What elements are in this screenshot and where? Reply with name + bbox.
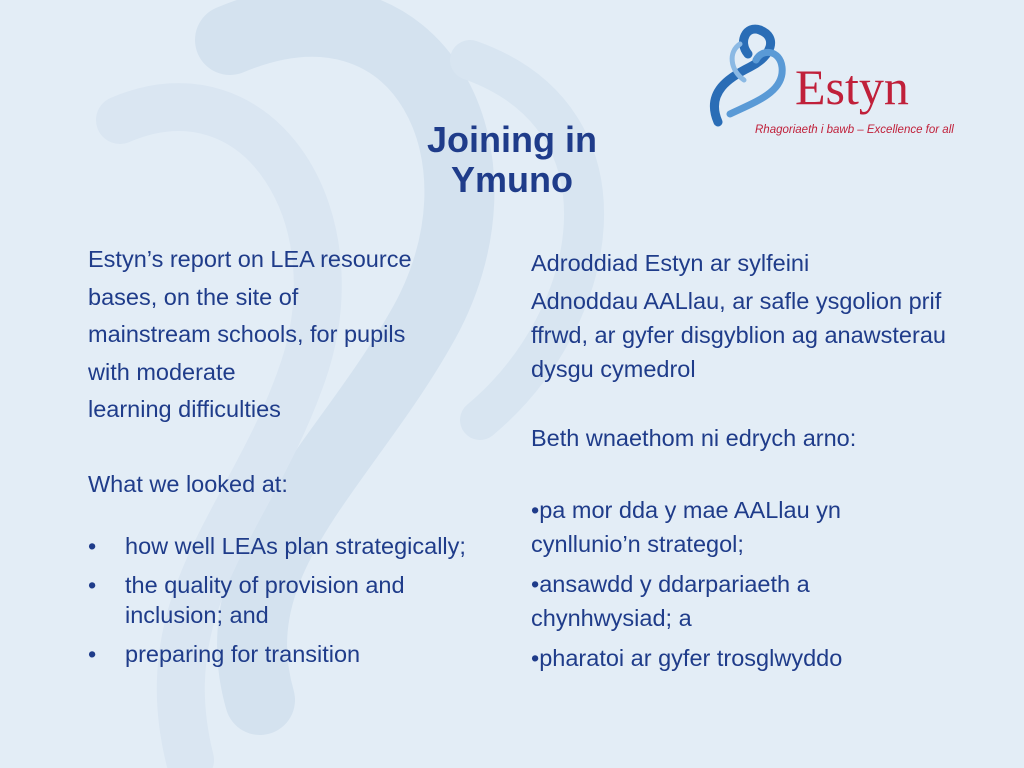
slide-title — [0, 120, 1024, 200]
list-item-text: preparing for transition — [125, 641, 361, 667]
report-line: mainstream schools, for pupils — [88, 321, 406, 347]
bullet-icon: • — [88, 572, 97, 598]
english-bullet-list — [88, 531, 488, 669]
report-line: with moderate — [88, 358, 236, 385]
welsh-report-text: Adnoddau AALlau, ar safle ysgolion prif ffrwd, ar gyfer disgyblion ag anawsterau dysgu cymedrol — [531, 288, 946, 382]
estyn-ribbon-icon — [700, 22, 800, 132]
list-item — [88, 639, 488, 669]
list-item — [88, 570, 488, 630]
list-item-text: how well LEAs plan strategically; — [125, 533, 466, 559]
spacer — [88, 429, 488, 466]
welsh-report-title: Adroddiad Estyn ar sylfeini — [531, 250, 810, 276]
welsh-heading: Beth wnaethom ni edrych arno: — [531, 425, 857, 451]
list-item: •ansawdd y ddarpariaeth a chynhwysiad; a — [531, 571, 810, 631]
list-item — [88, 531, 488, 561]
logo-wordmark: Estyn — [795, 59, 909, 115]
report-line: bases, on the site of — [88, 283, 299, 310]
list-item: •pa mor dda y mae AALlau yn cynllunio’n strategol; — [531, 497, 841, 557]
welsh-column — [531, 246, 951, 675]
english-column — [88, 241, 488, 678]
report-line: Estyn’s report on LEA resource — [88, 246, 412, 272]
title-line-welsh: Ymuno — [451, 159, 573, 200]
title-line-english: Joining in — [427, 119, 597, 160]
list-item: •pharatoi ar gyfer trosglwyddo — [531, 645, 843, 671]
bullet-icon: • — [88, 533, 97, 559]
english-heading: What we looked at: — [88, 470, 288, 497]
list-item-text: the quality of provision and inclusion; and — [125, 572, 405, 628]
bullet-icon: • — [88, 641, 97, 667]
logo-tagline: Rhagoriaeth i bawb – Excellence for all — [755, 124, 954, 136]
report-line: learning difficulties — [88, 396, 281, 422]
